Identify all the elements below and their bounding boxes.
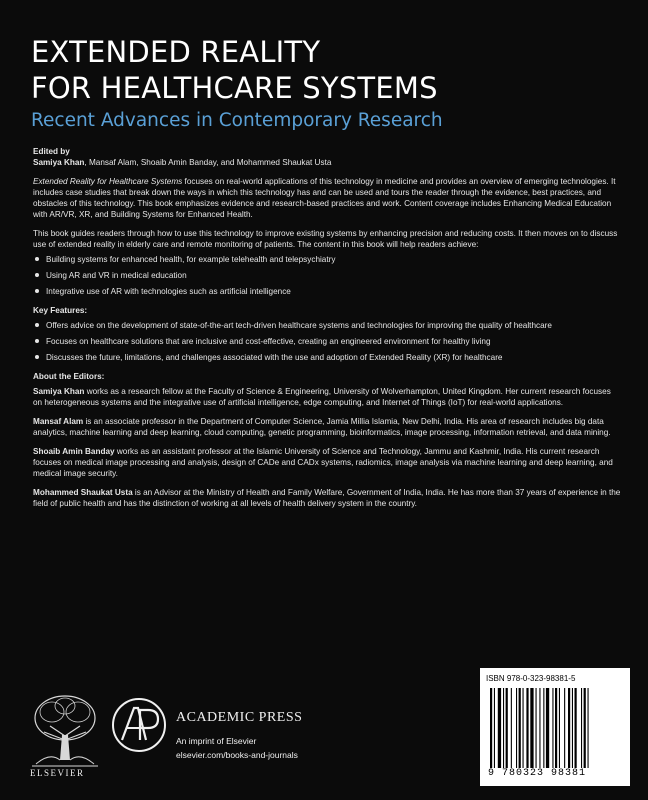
list-item: Discusses the future, limitations, and challenges associated with the use and adoption of Extended Reality (XR) for healthcare: [33, 352, 621, 363]
list-item: Offers advice on the development of state-of-the-art tech-driven healthcare systems and technologies for improving the quality of healthcare: [33, 320, 621, 331]
intro-paragraph: [33, 176, 621, 220]
academic-press-logo-icon: [110, 696, 168, 754]
editor-bio: [33, 446, 621, 479]
list-item: Using AR and VR in medical education: [33, 270, 621, 281]
list-item: Building systems for enhanced health, for example telehealth and telepsychiatry: [33, 254, 621, 265]
other-editors: , Mansaf Alam, Shoaib Amin Banday, and Mohammed Shaukat Usta: [84, 158, 332, 167]
book-title: [31, 34, 438, 106]
editor-bio: [33, 416, 621, 438]
editor-name: Mohammed Shaukat Usta: [33, 488, 133, 497]
editor-bio: [33, 487, 621, 509]
elsevier-wordmark: ELSEVIER: [30, 768, 85, 778]
publisher-name: ACADEMIC PRESS: [176, 710, 303, 725]
editor-bio-text: works as a research fellow at the Faculty of Science & Engineering, University of Wolverhampton, United Kingdom. Her current research focuses on heterogeneous systems and the integrative use of artificial intelligence, edge computing, and Internet of Things (IoT) for real-world applications.: [33, 387, 611, 407]
book-subtitle: Recent Advances in Contemporary Research: [31, 110, 443, 131]
barcode-panel: [480, 668, 630, 786]
publisher-url: elsevier.com/books-and-journals: [176, 750, 298, 760]
editor-bio-text: is an associate professor in the Department of Computer Science, Jamia Millia Islamia, New Delhi, India. His area of research includes big data analytics, machine learning and deep learning, cloud computing, genetic programming, bioinformatics, image processing, information retrieval, and data mining.: [33, 417, 611, 437]
edited-by-label: Edited by: [33, 147, 70, 156]
guide-paragraph: This book guides readers through how to use this technology to improve existing systems by enhancing precision and reducing costs. It then moves on to discuss use of extended reality in elderly care and remote monitoring of patients. The content in this book will help readers achieve:: [33, 229, 618, 249]
list-item: Integrative use of AR with technologies such as artificial intelligence: [33, 286, 621, 297]
editor-name: Samiya Khan: [33, 387, 85, 396]
isbn-label: ISBN 978-0-323-98381-5: [486, 674, 576, 683]
title-line-1: EXTENDED REALITY: [31, 35, 321, 69]
editor-bio-text: is an Advisor at the Ministry of Health and Family Welfare, Government of India, India. He has more than 37 years of experience in the field of public health and has the distinction of working at all levels of health delivery system in the country.: [33, 488, 621, 508]
editor-name: Mansaf Alam: [33, 417, 84, 426]
lead-editor: Samiya Khan: [33, 158, 85, 167]
list-item: Focuses on healthcare solutions that are inclusive and cost-effective, creating an engineered environment for healthy living: [33, 336, 621, 347]
editor-name: Shoaib Amin Banday: [33, 447, 115, 456]
barcode-number: 9 780323 98381: [488, 768, 587, 779]
intro-book-title: Extended Reality for Healthcare Systems: [33, 177, 183, 186]
editors-line: [33, 157, 621, 168]
publisher-imprint: An imprint of Elsevier: [176, 736, 257, 746]
editor-bio: [33, 386, 621, 408]
achieve-list: [33, 254, 621, 297]
elsevier-tree-logo-icon: [30, 690, 100, 770]
editor-bio-text: works as an assistant professor at the Islamic University of Science and Technology, Jammu and Kashmir, India. His current research focuses on medical image processing and analysis, design of CADe and CADx systems, radiomics, image analysis via machine learning and deep learning, and medical image security.: [33, 447, 613, 478]
key-features-heading: Key Features:: [33, 306, 88, 315]
about-editors-heading: About the Editors:: [33, 372, 105, 381]
intro-text: focuses on real-world applications of this technology in medicine and provides an overview of emerging technologies. It includes case studies that break down the ways in which this technology has and can be used and tours the reader through the evidence, best practices, and obstacles of this technology. This book emphasizes evidence and research-based practices and work. Content coverage includes Enhancing Medical Education with AR/VR, XR, and Building Systems for Enhanced Health.: [33, 177, 616, 219]
key-features-list: [33, 320, 621, 363]
title-line-2: FOR HEALTHCARE SYSTEMS: [31, 71, 438, 105]
description-block: [33, 146, 621, 517]
barcode-icon: [488, 688, 622, 768]
publisher-info: [176, 710, 356, 760]
